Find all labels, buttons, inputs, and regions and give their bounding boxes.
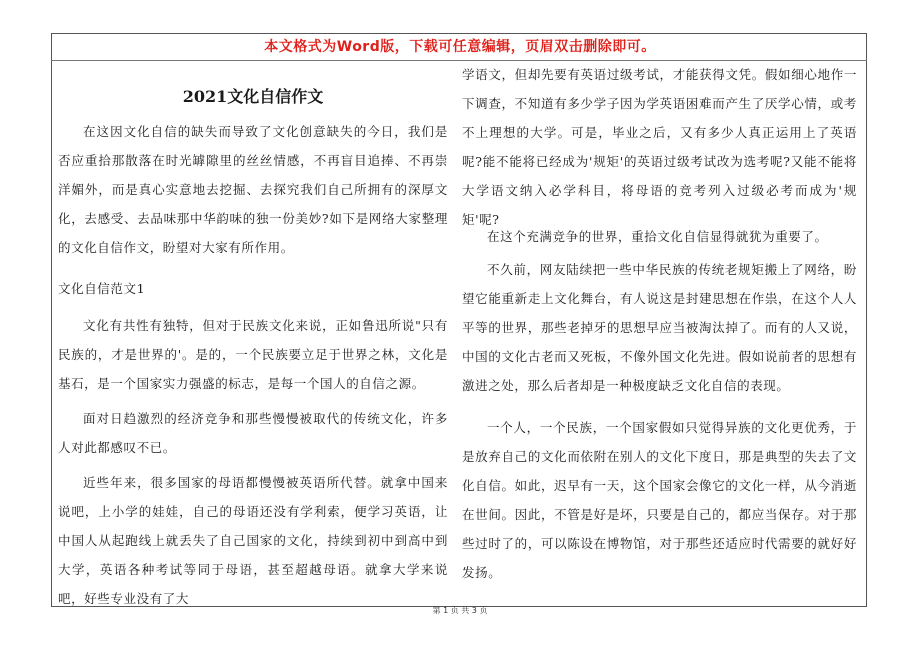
left-paragraph-1: 文化有共性有独特，但对于民族文化来说，正如鲁迅所说"只有民族的，才是世界的'。是的，一个民族要立足于世界之林，文化是基石，是一个国家实力强盛的标志，是每一个国人的自信之源。 bbox=[58, 318, 448, 391]
right-paragraph-4: 一个人，一个民族，一个国家假如只觉得异族的文化更优秀，于是放弃自己的文化而依附在别人的文化下度日，那是典型的失去了文化自信。如此，迟早有一天，这个国家会像它的文化一样，从今消逝在世间。因此，不管是好是坏，只要是自己的，都应当保存。对于那些过时了的，可以陈设在博物馆，对于那些还适应时代需要的就好好发扬。 bbox=[462, 420, 857, 580]
right-paragraph-1: 学语文，但却先要有英语过级考试，才能获得文凭。假如细心地作一下调查，不知道有多少学子因为学英语困难而产生了厌学心情，或考不上理想的大学。可是，毕业之后，又有多少人真正运用上了英语呢?能不能将已经成为'规矩'的英语过级考试改为选考呢?又能不能将大学语文纳入必学科目，将母语的竞考列入过级必考而成为'规矩'呢? bbox=[462, 67, 857, 227]
left-paragraph-3: 近些年来，很多国家的母语都慢慢被英语所代替。就拿中国来说吧，上小学的娃娃，自己的母语还没有学利索，便学习英语，让中国人从起跑线上就丢失了自己国家的文化，持续到初中到高中到大学，英语各种考试等同于母语，甚至超越母语。就拿大学来说吧，好些专业没有了大 bbox=[58, 475, 448, 606]
right-paragraph-3: 不久前，网友陆续把一些中华民族的传统老规矩搬上了网络，盼望它能重新走上文化舞台，有人说这是封建思想在作祟，在这个人人平等的世界，那些老掉牙的思想早应当被淘汰掉了。而有的人又说，中国的文化古老而又死板，不像外国文化先进。假如说前者的思想有激进之处，那么后者却是一种极度缺乏文化自信的表现。 bbox=[462, 262, 857, 393]
page-footer: 第 1 页 共 3 页 bbox=[432, 606, 488, 615]
right-paragraph-2: 在这个充满竞争的世界，重拾文化自信显得就犹为重要了。 bbox=[487, 229, 828, 244]
header-notice: 本文格式为Word版，下载可任意编辑，页眉双击删除即可。 bbox=[264, 39, 656, 55]
intro-paragraph: 在这因文化自信的缺失而导致了文化创意缺失的今日，我们是否应重拾那散落在时光罅隙里的丝丝情感，不再盲目追捧、不再崇洋媚外，而是真心实意地去挖掘、去探究我们自己所拥有的深厚文化，去感受、去品味那中华韵味的独一份美妙?如下是网络大家整理的文化自信作文，盼望对大家有所作用。 bbox=[58, 124, 448, 255]
section-label: 文化自信范文1 bbox=[58, 281, 146, 296]
left-paragraph-2: 面对日趋激烈的经济竞争和那些慢慢被取代的传统文化，许多人对此都感叹不已。 bbox=[58, 411, 448, 455]
document-title: 2021文化自信作文 bbox=[182, 87, 324, 106]
